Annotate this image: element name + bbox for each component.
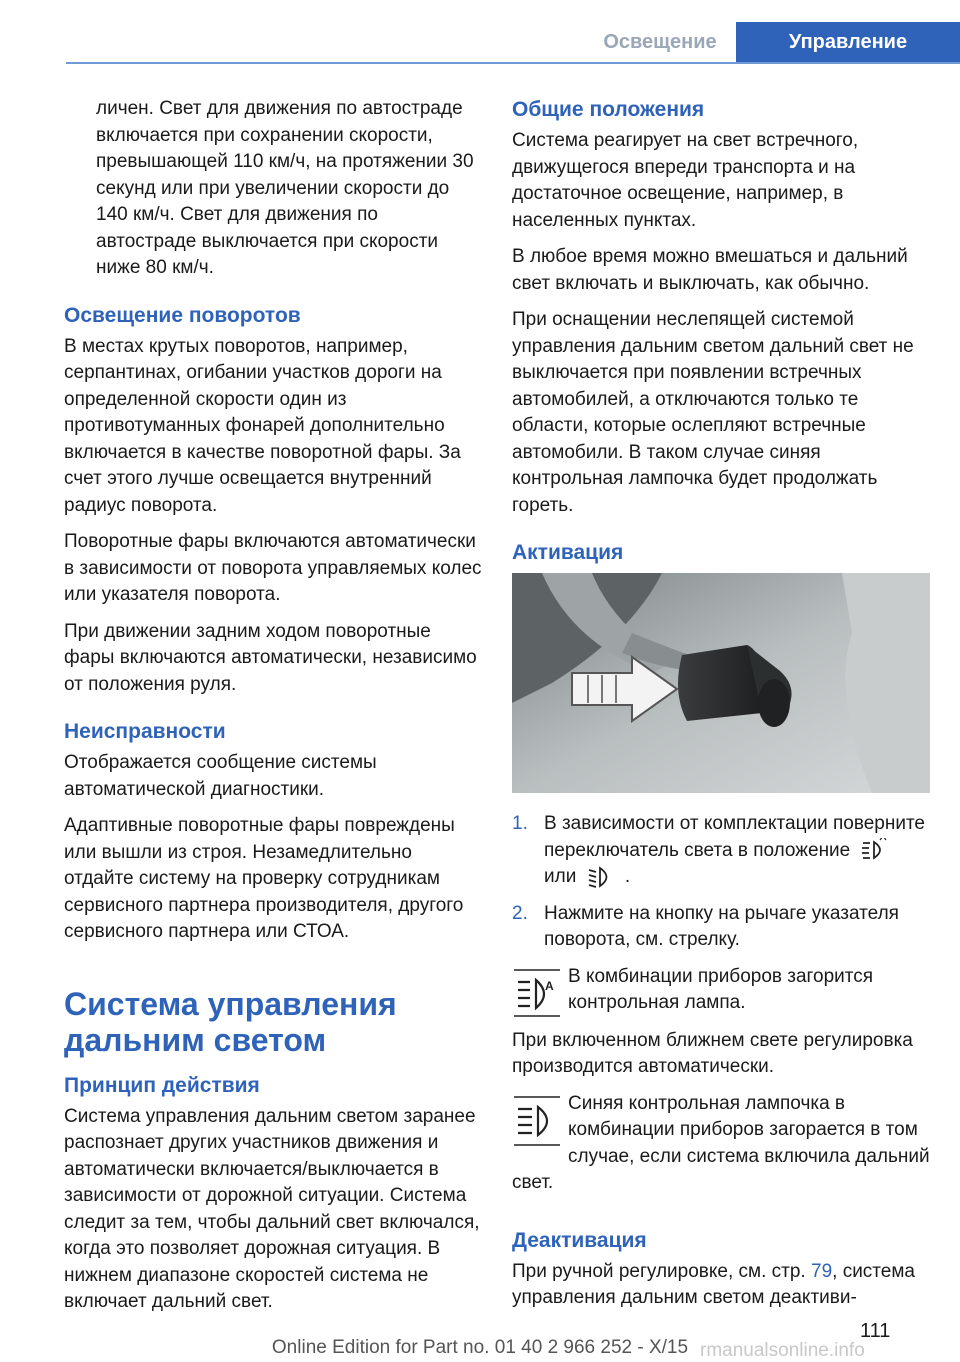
high-beam-indicator-icon <box>512 1095 562 1147</box>
general-paragraph-2: В любое время можно вмешаться и дальний свет включать и выключать, как обычно. <box>512 246 908 294</box>
cornering-paragraph-1: В местах крутых поворотов, например, серпантинах, огибании участков дороги на определенной скорости один из противотуманных фонарей дополнительно включается в качестве поворотной фары. За счет этого лучше освещается внутренний радиус поворота. <box>64 335 461 516</box>
malfunction-paragraph-2: Адаптивные поворотные фары повреждены или вышли из строя. Незамедлительно отдайте систему на проверку сотрудникам сервисного партнера производителя, другого сервисного партнера или СТОА. <box>64 815 464 942</box>
low-beam-icon <box>586 865 616 889</box>
low-beam-text: При включенном ближнем свете регулировка производится автоматически. <box>512 1029 913 1077</box>
watermark: rmanualsonline.info <box>700 1340 865 1361</box>
left-column <box>64 96 482 1326</box>
step-2-text: Нажмите на кнопку на рычаге указателя поворота, см. стрелку. <box>544 902 899 950</box>
turn-signal-lever-photo <box>512 573 930 793</box>
header-rule <box>66 62 960 64</box>
cornering-paragraph-3: При движении задним ходом поворотные фары включаются автоматически, независимо от положения руля. <box>64 620 477 695</box>
activation-heading: Активация <box>512 541 624 564</box>
principle-heading: Принцип действия <box>64 1073 260 1097</box>
step-number: 1. <box>512 813 528 834</box>
general-heading: Общие положения <box>512 98 705 121</box>
step-1-after: . <box>624 866 631 887</box>
header-tabs <box>584 22 960 62</box>
step-1-text: В зависимости от комплектации поверните переключатель света в положение <box>544 813 926 861</box>
chapter-tab: Управление <box>736 22 960 62</box>
general-paragraph-1: Система реагирует на свет встречного, движущегося впереди транспорта и на достаточное освещение, например, в населенных пунктах. <box>512 130 859 231</box>
step-1-or: или <box>544 866 577 887</box>
malfunction-heading: Неисправности <box>64 720 226 743</box>
general-paragraph-3: При оснащении неслепящей системой управления дальним светом дальний свет не выключается при появлении встречных автомобилей, а отключаются только те области, которые ослепляют встречные автомобили. В таком случае синяя контрольная лампочка будет продолжать гореть. <box>512 309 914 516</box>
svg-text:A: A <box>545 978 554 993</box>
blue-lamp-note <box>512 1091 930 1207</box>
page-number: 111 <box>860 1320 891 1342</box>
cornering-paragraph-2: Поворотные фары включаются автоматически в зависимости от поворота управляемых колес или указателя поворота. <box>64 531 482 605</box>
right-column <box>512 96 930 1322</box>
high-beam-assistant-indicator-icon <box>512 968 562 1018</box>
activation-step-2 <box>512 901 930 954</box>
activation-steps <box>512 811 930 954</box>
high-beam-assistant-title: Система управления дальним светом <box>64 985 397 1058</box>
page-reference-link[interactable]: 79 <box>811 1260 833 1282</box>
intro-continuation: личен. Свет для движения по автостраде включается при сохранении скорости, превышающей 110 км/ч, на протяжении 30 секунд или при увеличении скорости до 140 км/ч. Свет для движения по автостраде выключается при скорости ниже 80 км/ч. <box>96 98 474 278</box>
deactivation-text: При ручной регулировке, см. стр. 79, система управления дальним светом деактиви- <box>512 1260 915 1308</box>
step-number: 2. <box>512 902 528 924</box>
footer-edition: Online Edition for Part no. 01 40 2 966 252 - X/15 <box>271 1337 689 1358</box>
principle-text: Система управления дальним светом заранее распознает других участников движения и автоматически включается/выключается в зависимости от дорожной ситуации. Система следит за тем, чтобы дальний свет включался, когда это позволяет дорожная ситуация. В нижнем диапазоне скоростей система не включает дальний свет. <box>64 1105 480 1312</box>
blue-lamp-text: Синяя контрольная лампочка в комбинации приборов загорается в том случае, если система включила дальний свет. <box>512 1092 930 1193</box>
deactivation-heading: Деактивация <box>512 1228 647 1252</box>
auto-light-icon <box>860 838 890 862</box>
indicator-text: В комбинации приборов загорится контрольная лампа. <box>568 965 874 1013</box>
section-tab: Освещение <box>603 30 717 53</box>
activation-step-1 <box>512 811 930 891</box>
malfunction-paragraph-1: Отображается сообщение системы автоматической диагностики. <box>64 752 377 800</box>
indicator-note <box>512 964 930 1018</box>
cornering-heading: Освещение поворотов <box>64 303 301 327</box>
